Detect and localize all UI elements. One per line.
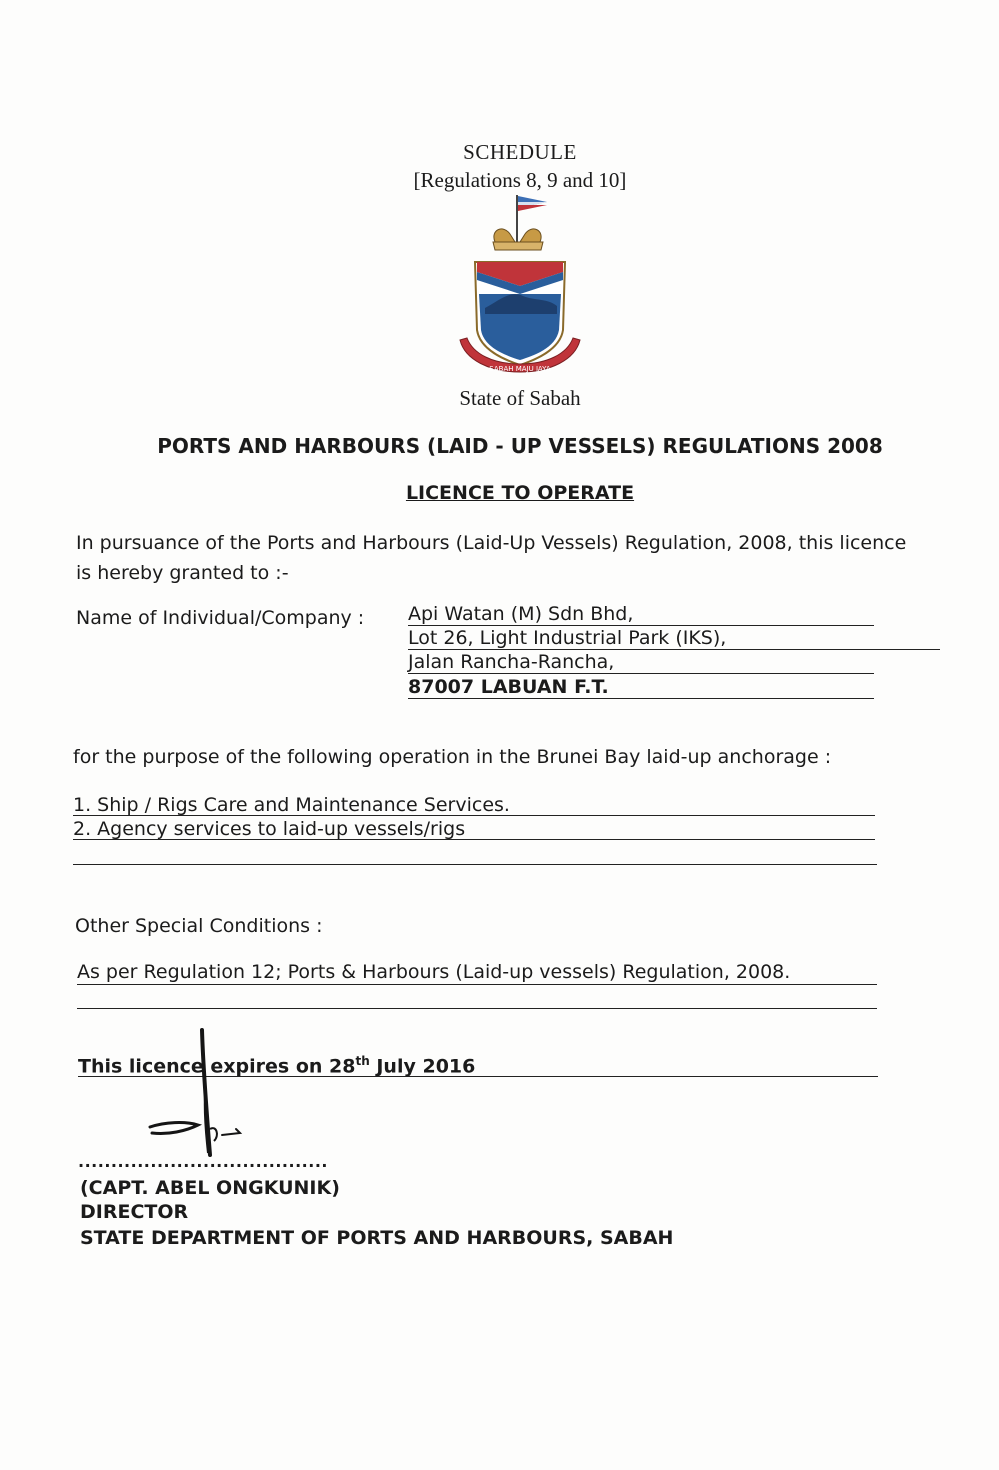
address-line-postcode: 87007 LABUAN F.T. [408, 676, 609, 698]
expiry-ordinal: th [355, 1054, 370, 1068]
signatory-name: (CAPT. ABEL ONGKUNIK) [80, 1177, 340, 1199]
signatory-title: DIRECTOR [80, 1201, 189, 1223]
address-underline [408, 698, 874, 699]
intro-line-1: In pursuance of the Ports and Harbours (Laid-Up Vessels) Regulation, 2008, this licence [76, 532, 907, 554]
licence-expiry [78, 1054, 475, 1077]
operation-item: 1. Ship / Rigs Care and Maintenance Services. [73, 794, 510, 816]
operation-underline [73, 839, 875, 840]
schedule-heading: SCHEDULE [463, 140, 577, 164]
handwritten-signature [140, 1025, 260, 1165]
signatory-department: STATE DEPARTMENT OF PORTS AND HARBOURS, SABAH [80, 1227, 674, 1249]
conditions-label: Other Special Conditions : [75, 915, 323, 937]
condition-blank-line [77, 1008, 877, 1009]
state-name: State of Sabah [459, 386, 581, 410]
regulation-title: PORTS AND HARBOURS (LAID - UP VESSELS) REGULATIONS 2008 [157, 434, 883, 458]
expiry-date-rest: July 2016 [369, 1055, 476, 1078]
purpose-intro: for the purpose of the following operation in the Brunei Bay laid-up anchorage : [73, 746, 832, 768]
expiry-prefix: This licence expires on 28 [78, 1055, 356, 1078]
operation-item: 2. Agency services to laid-up vessels/rigs [73, 818, 466, 840]
schedule-regulations: [Regulations 8, 9 and 10] [413, 168, 627, 192]
licensee-label: Name of Individual/Company : [76, 607, 365, 629]
address-underline [408, 673, 874, 674]
operation-underline [73, 815, 875, 816]
intro-line-2: is hereby granted to :- [76, 562, 289, 584]
operation-blank-line [73, 864, 877, 865]
address-underline [408, 649, 940, 650]
crest-motto: SABAH MAJU JAYA [489, 365, 551, 373]
address-line: Api Watan (M) Sdn Bhd, [408, 603, 634, 625]
signature-dots: ...................................... [78, 1152, 328, 1171]
address-line: Jalan Rancha-Rancha, [408, 651, 615, 673]
condition-item: As per Regulation 12; Ports & Harbours (Laid-up vessels) Regulation, 2008. [77, 961, 791, 983]
address-underline [408, 625, 874, 626]
address-line: Lot 26, Light Industrial Park (IKS), [408, 627, 727, 649]
condition-underline [77, 984, 877, 985]
licence-title: LICENCE TO OPERATE [405, 482, 635, 504]
sabah-crest-logo [455, 190, 585, 390]
